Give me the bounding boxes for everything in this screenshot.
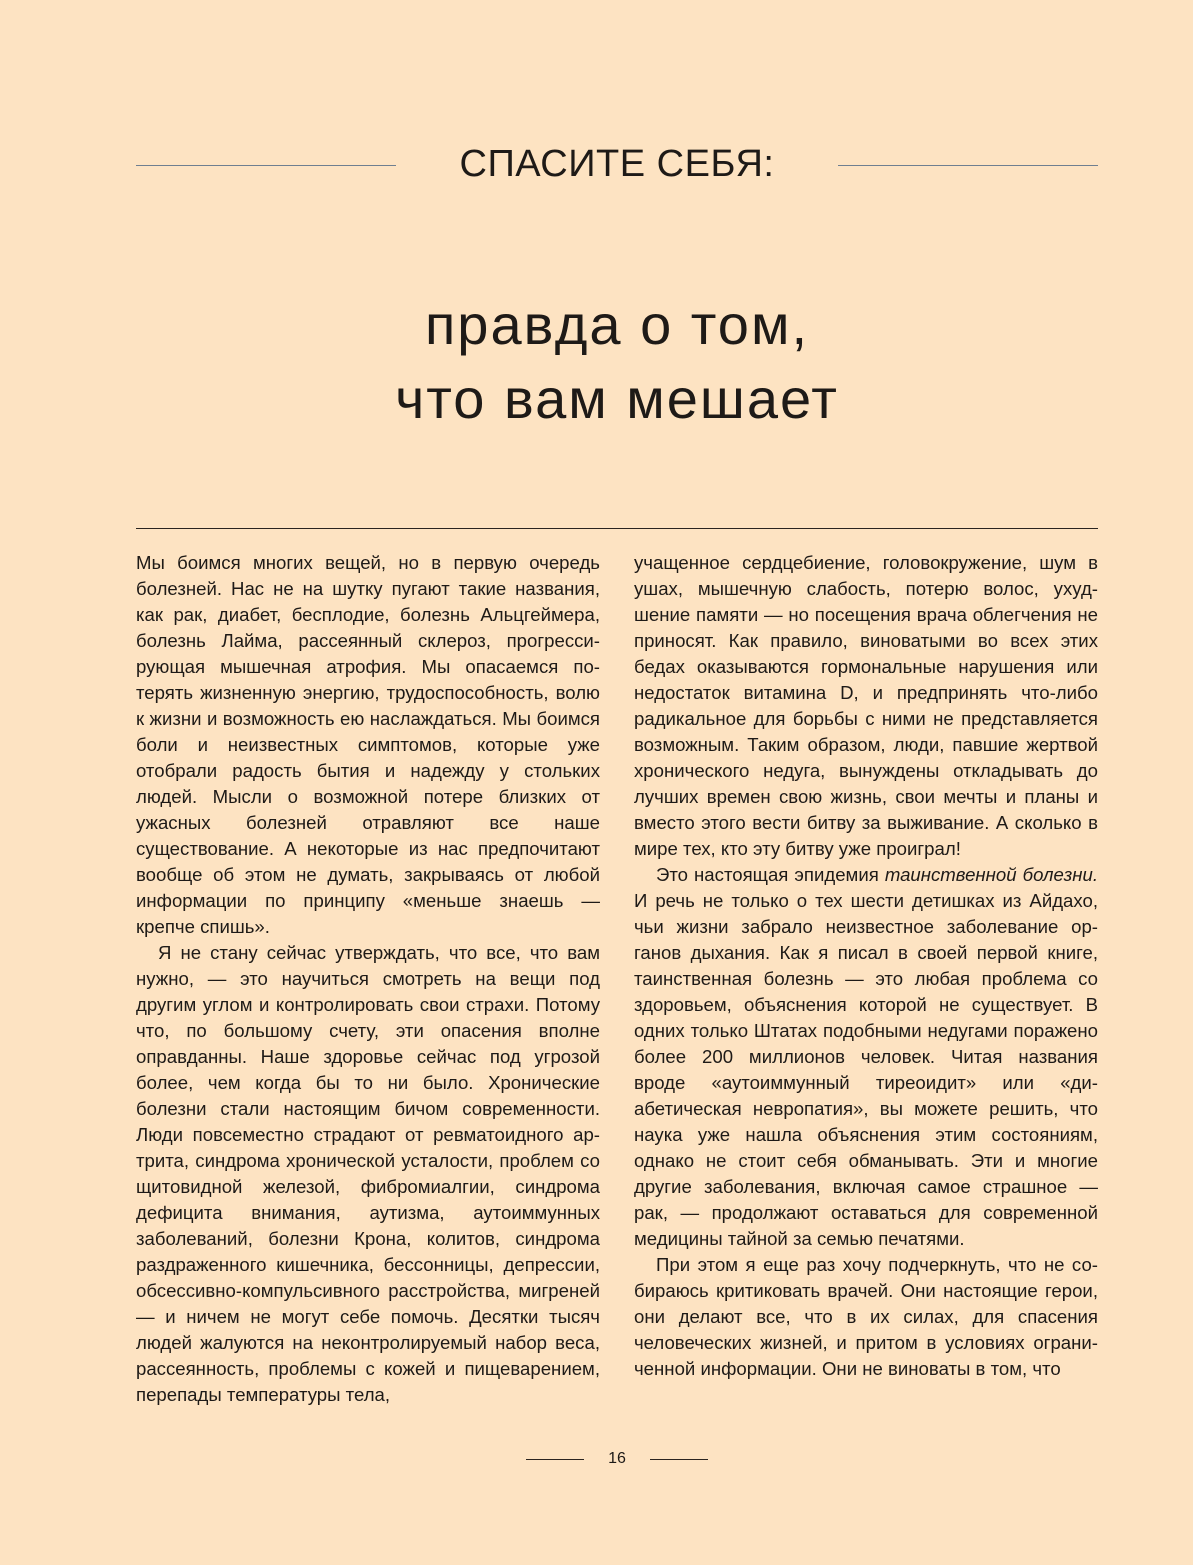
- right-paragraph-2: [634, 862, 1098, 1252]
- page-number: 16: [608, 1450, 626, 1467]
- left-paragraph-1: Мы боимся многих вещей, но в первую очередь болезней. Нас не на шутку пугают такие названия, как рак, диабет, бесплодие, болезнь Альцгеймера, болезнь Лайма, рассеянный склероз, прогрессирующая мышечная атрофия. Мы опасаемся потерять жизненную энергию, трудоспособность, волю к жизни и возможность ею наслаждаться. Мы боимся боли и неизвестных симптомов, которые уже отобрали радость бытия и надежду у стольких людей. Мысли о возможной потере близких от ужасных болезней отравляют все наше существование. А некоторые из нас предпочитают вообще об этом не думать, закрываясь от любой информации по принципу «меньше знаешь — крепче спишь».: [136, 552, 600, 937]
- right-column: [634, 550, 1098, 1382]
- right-paragraph-3: При этом я еще раз хочу подчеркнуть, что не собираюсь критиковать врачей. Они настоящие герои, они делают все, что в их силах, для спасения человеческих жизней, и притом в условиях ограниченной информации. Они не виноваты в том, что: [634, 1254, 1098, 1379]
- footer-rule-right: [650, 1459, 708, 1460]
- headline-line-2: что вам мешает: [395, 367, 839, 430]
- chapter-headline: [136, 288, 1098, 436]
- right-paragraph-2-italic: таинственной болезни.: [884, 864, 1098, 885]
- part-title: СПАСИТЕ СЕБЯ:: [459, 143, 775, 185]
- body-top-rule: [136, 528, 1098, 529]
- title-rule-left: [136, 165, 396, 166]
- title-rule-right: [838, 165, 1098, 166]
- left-column: [136, 550, 600, 1408]
- right-paragraph-2-lead: Это настоящая эпидемия: [656, 864, 885, 885]
- footer-rule-left: [526, 1459, 584, 1460]
- right-paragraph-1: учащенное сердцебиение, головокружение, шум в ушах, мышечную слабость, потерю волос, ухудшение памяти — но посещения врача облегчения не приносят. Как правило, виноватыми во всех этих бедах оказываются гормональные нарушения или недостаток витамина D, и предпринять что-либо радикальное для борьбы с ними не представляется возможным. Таким образом, люди, павшие жертвой хронического недуга, вынуждены откладывать до лучших времен свою жизнь, свои мечты и планы и вместо этого вести битву за выживание. А сколько в мире тех, кто эту битву уже проиграл!: [634, 552, 1098, 859]
- headline-line-1: правда о том,: [424, 293, 810, 356]
- left-paragraph-2: Я не стану сейчас утверждать, что все, что вам нужно, — это научиться смотреть на вещи под другим углом и контролировать свои страхи. Потому что, по большому счету, эти опасения вполне оправданны. Наше здоровье сейчас под угрозой более, чем когда бы то ни было. Хронические болезни стали настоящим бичом современности. Люди повсеместно страдают от ревматоидного артрита, синдрома хронической усталости, проблем со щитовидной железой, фибромиалгии, синдрома дефицита внимания, аутизма, аутоиммунных заболеваний, болезни Крона, колитов, синдрома раздраженного кишечника, бессонницы, депрессии, обсессивно-компульсивного расстройства, мигреней — и ничем не могут себе помочь. Десятки тысяч людей жалуются на неконтролируемый набор веса, рассеянность, проблемы с кожей и пищеварением, перепады температуры тела,: [136, 942, 600, 1405]
- right-paragraph-2-rest: И речь не только о тех шести детишках из Айдахо, чьи жизни забрало неизвестное заболевание органов дыхания. Как я писал в своей первой книге, таинственная болезнь — это любая проблема со здоровьем, объяснения которой не существует. В одних только Штатах подобными недугами поражено более 200 миллионов человек. Читая названия вроде «аутоиммунный тиреоидит» или «диабетическая невропатия», вы можете решить, что наука уже нашла объяснения этим состояниям, однако не стоит себя обманывать. Эти и многие другие заболевания, включая самое страшное — рак, — продолжают оставаться для современной медицины тайной за семью печатями.: [634, 890, 1098, 1249]
